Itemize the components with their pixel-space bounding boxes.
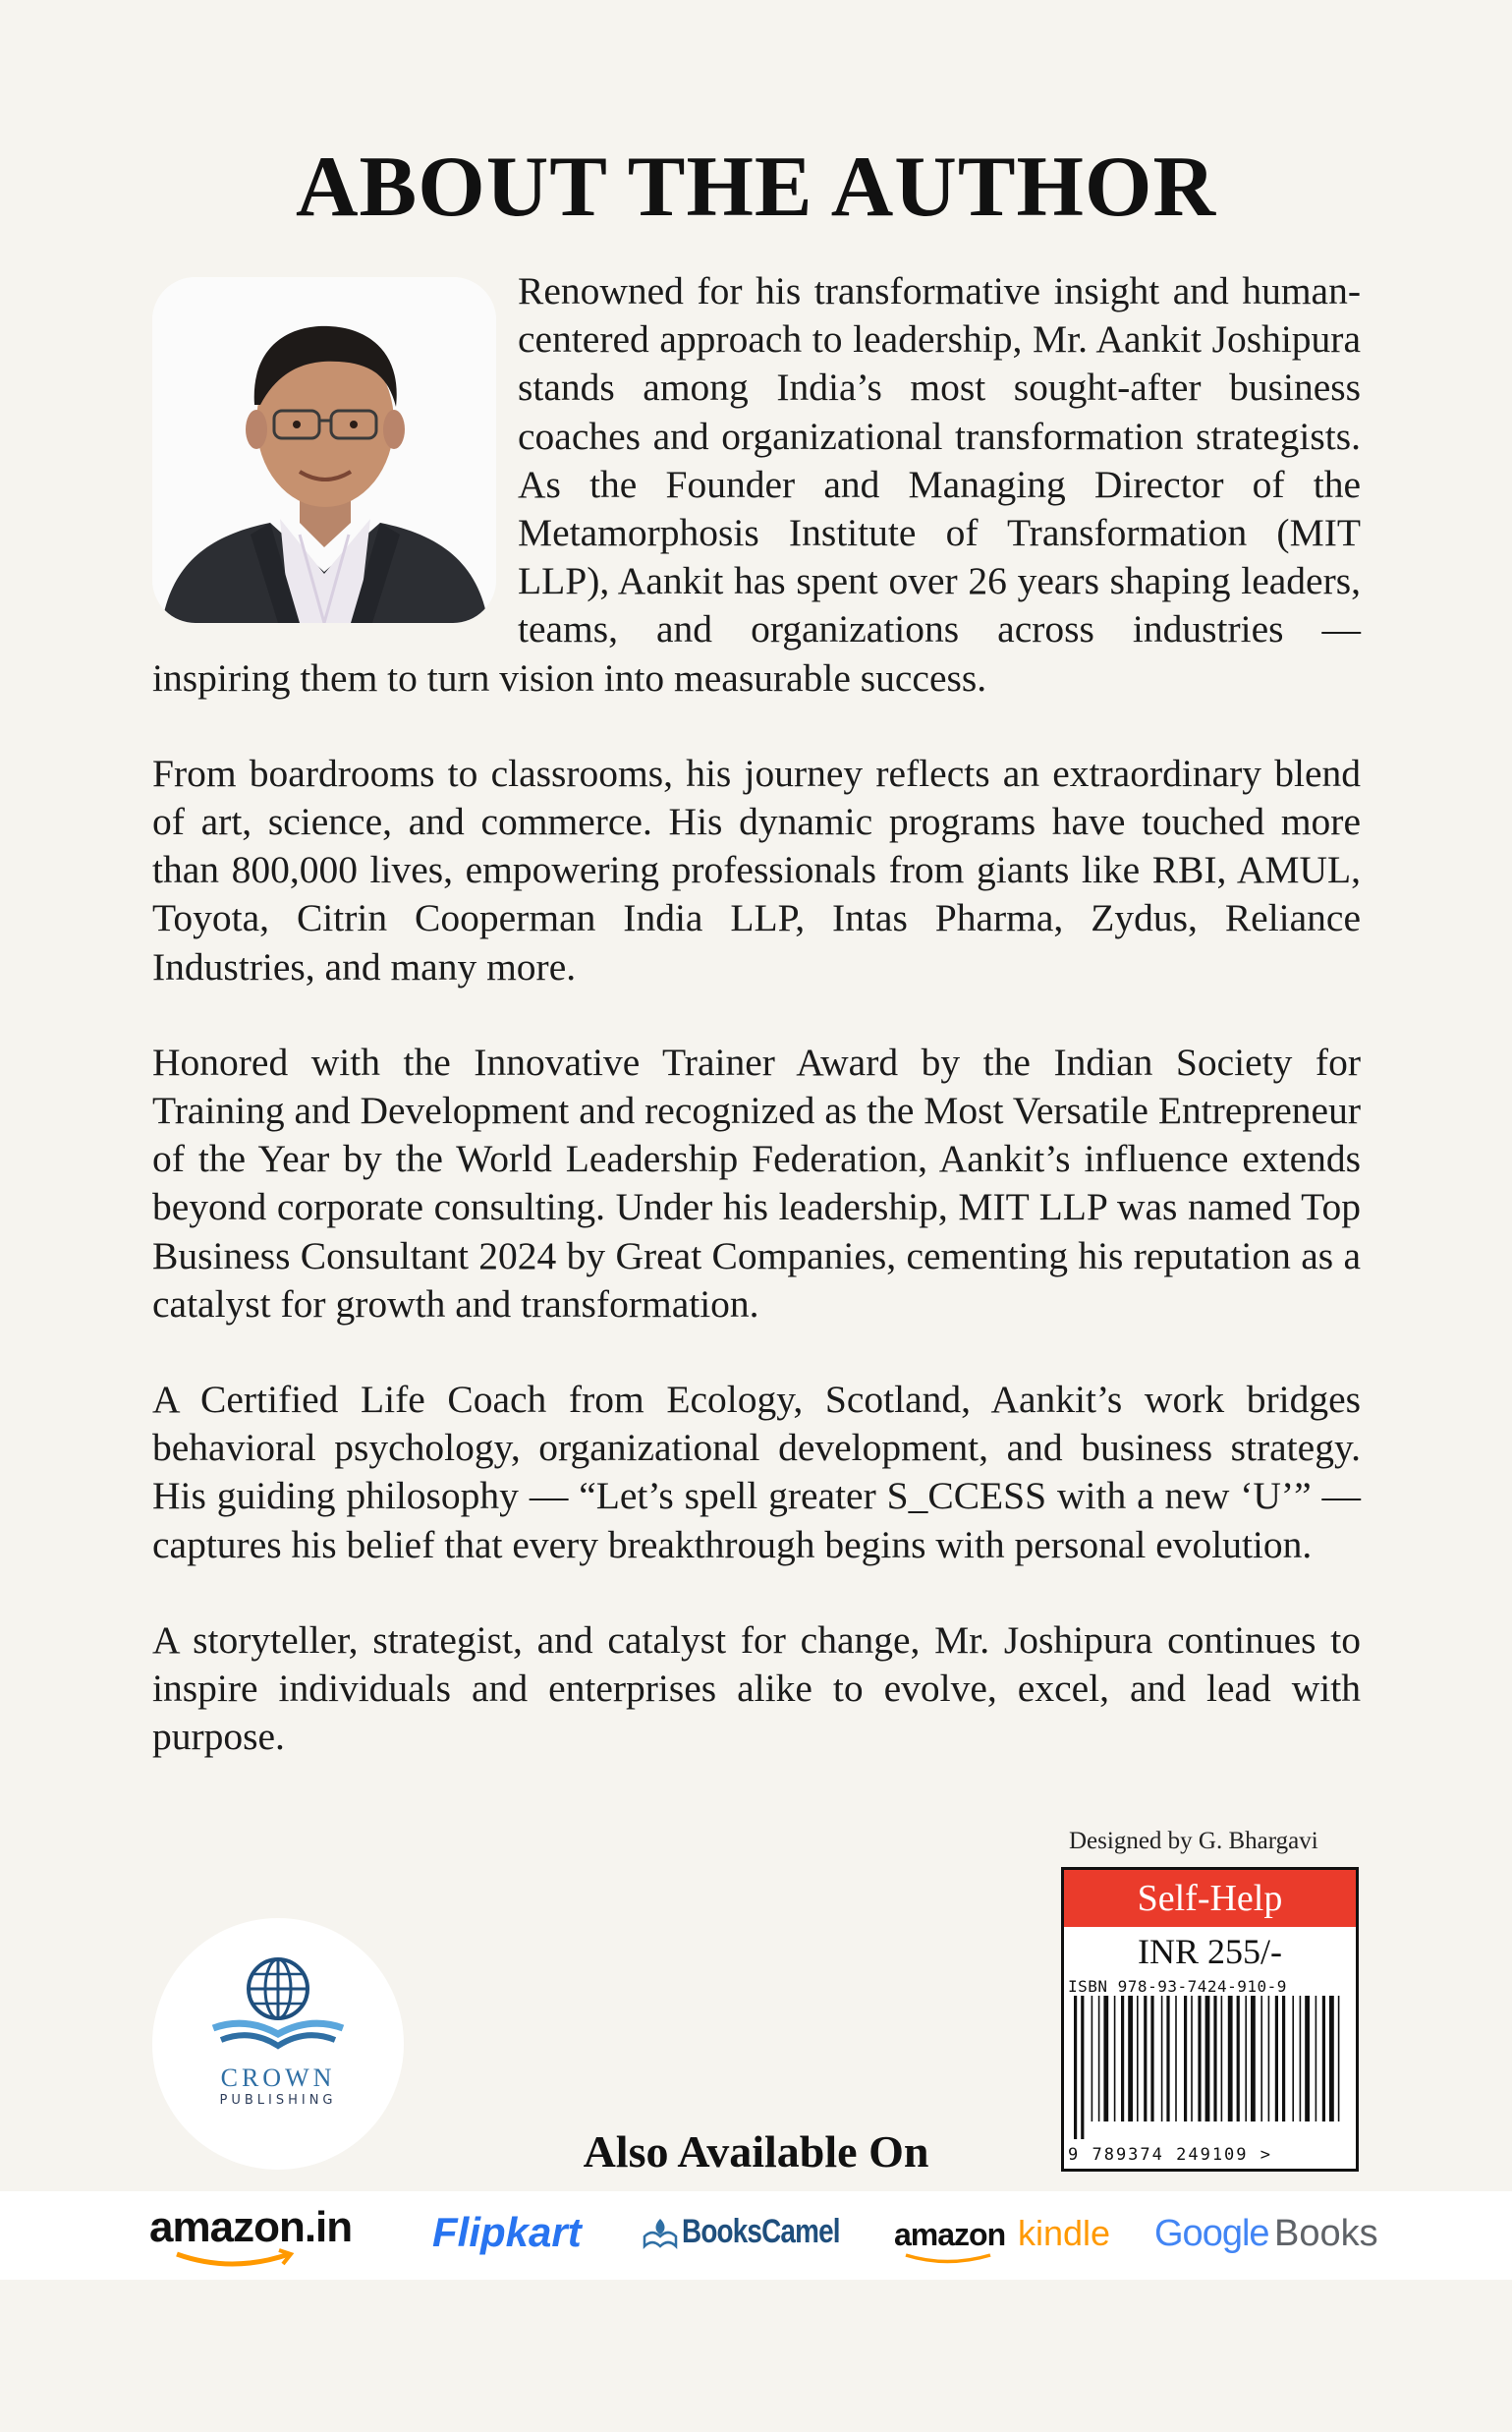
barcode-bar: [1329, 1996, 1334, 2121]
isbn-text: ISBN 978-93-7424-910-9: [1068, 1977, 1287, 1996]
bookscamel-logo[interactable]: [641, 2191, 847, 2280]
barcode-bar: [1098, 1996, 1100, 2121]
barcode-bar: [1198, 1996, 1201, 2121]
flipkart-logo[interactable]: [432, 2191, 599, 2280]
barcode-bar: [1103, 1996, 1108, 2121]
author-photo: [152, 277, 496, 623]
barcode-bar: [1144, 1996, 1147, 2121]
barcode-bar: [1121, 1996, 1124, 2121]
amazon-smile-icon: [904, 2252, 998, 2266]
bio-paragraph-4: A Certified Life Coach from Ecology, Scotland, Aankit’s work bridges behavioral psychology, organizational development, and business strategy. His guiding philosophy — “Let’s spell greater S_CCESS with a new ‘U’” — captures his belief that every breakthrough begins with personal evolution.: [152, 1378, 1361, 1566]
barcode-bar: [1166, 1996, 1169, 2121]
barcode-bar: [1282, 1996, 1285, 2121]
publisher-sub: PUBLISHING: [219, 2093, 337, 2108]
barcode-number: 9 789374 249109 >: [1068, 2145, 1272, 2165]
bio-paragraph-5: A storyteller, strategist, and catalyst for change, Mr. Joshipura continues to inspire individuals and enterprises alike to evolve, excel, and lead with purpose.: [152, 1617, 1361, 1759]
barcode-bar: [1161, 1996, 1163, 2121]
open-book-icon: [641, 2213, 680, 2252]
barcode-bar: [1237, 1996, 1240, 2121]
barcode-bar: [1150, 1996, 1153, 2121]
barcode-bar: [1275, 1996, 1278, 2121]
barcode: [1072, 1996, 1351, 2139]
barcode-bar: [1128, 1996, 1133, 2121]
barcode-bar: [1074, 1996, 1077, 2139]
barcode-bar: [1205, 1996, 1210, 2121]
kindle-logo-kindle: kindle: [1018, 2213, 1111, 2253]
barcode-bar: [1213, 1996, 1216, 2121]
barcode-bar: [1316, 1996, 1317, 2121]
barcode-bar: [1251, 1996, 1256, 2121]
google-logo-text: Google: [1154, 2213, 1269, 2254]
barcode-bar: [1305, 1996, 1310, 2121]
books-logo-text: Books: [1274, 2213, 1378, 2254]
barcode-bar: [1114, 1996, 1116, 2121]
barcode-bar: [1322, 1996, 1325, 2121]
amazon-logo[interactable]: [149, 2191, 385, 2280]
bio-paragraph-2: From boardrooms to classrooms, his journey reflects an extraordinary blend of art, science, and commerce. His dynamic programs have touched more than 800,000 lives, empowering professionals from giants like RBI, AMUL, Toyota, Citrin Cooperman India LLP, Intas Pharma, Zydus, Reliance Industries, and many more.: [152, 751, 1361, 989]
bookscamel-logo-text: BooksCamel: [682, 2213, 840, 2250]
bio-paragraph-3: Honored with the Innovative Trainer Award by the Indian Society for Training and Development and recognized as the Most Versatile Entrepreneur of the Year by the World Leadership Federation, Aankit’s influence extends beyond corporate consulting. Under his leadership, MIT LLP was named Top Business Consultant 2024 by Great Companies, cementing his reputation as a catalyst for growth and transformation.: [152, 1040, 1361, 1326]
store-logos-strip: [0, 2191, 1512, 2280]
designer-credit: Designed by G. Bhargavi: [1069, 1828, 1318, 1854]
barcode-bar: [1245, 1996, 1247, 2121]
publisher-name: CROWN: [220, 2064, 336, 2092]
genre-label: Self-Help: [1064, 1870, 1356, 1927]
barcode-bar: [1338, 1996, 1340, 2121]
barcode-bar: [1292, 1996, 1294, 2121]
barcode-bar: [1184, 1996, 1187, 2121]
amazon-smile-icon: [173, 2248, 301, 2272]
barcode-bar: [1081, 1996, 1084, 2139]
barcode-bar: [1260, 1996, 1262, 2121]
barcode-bar: [1268, 1996, 1270, 2121]
barcode-bar: [1092, 1996, 1093, 2121]
barcode-bar: [1175, 1996, 1177, 2121]
barcode-bar: [1191, 1996, 1193, 2121]
price-label: INR 255/-: [1138, 1932, 1282, 1971]
barcode-bar: [1228, 1996, 1233, 2121]
kindle-logo-amazon: amazon: [894, 2217, 1006, 2252]
author-bio: [152, 267, 1361, 1761]
amazon-logo-text: amazon.in: [149, 2203, 353, 2251]
kindle-logo[interactable]: [894, 2191, 1110, 2280]
bio-paragraph-1: Renowned for his transformative insight and human-centered approach to leadership, Mr. Aankit Joshipura stands among India’s most sought-after business coaches and organizational transformation strategists. As the Founder and Managing Director of the Metamorphosis Institute of Transformation (MIT LLP), Aankit has spent over 26 years shaping leaders, teams, and organizations across industries — inspiring them to turn vision into measurable success.: [152, 269, 1361, 700]
globe-icon: [249, 1959, 308, 2018]
barcode-bar: [1300, 1996, 1302, 2121]
barcode-bar: [1221, 1996, 1223, 2121]
page-title: ABOUT THE AUTHOR: [296, 140, 1216, 235]
open-book-icon: [213, 2023, 343, 2046]
barcode-bar: [1137, 1996, 1139, 2121]
google-books-logo[interactable]: [1154, 2191, 1378, 2280]
flipkart-logo-text: Flipkart: [432, 2209, 582, 2255]
also-available-heading: Also Available On: [583, 2126, 929, 2177]
